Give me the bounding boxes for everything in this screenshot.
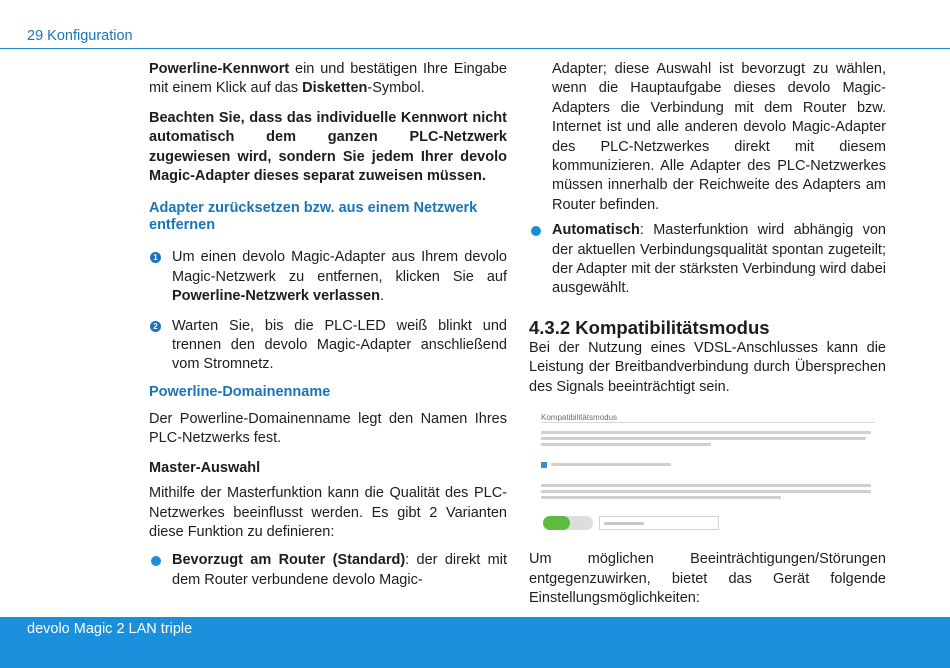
heading-reset-adapter: Adapter zurücksetzen bzw. aus einem Netzwerk entfernen xyxy=(149,200,478,234)
paragraph-password-note: Beachten Sie, dass das individuelle Kennwort nicht automatisch dem ganzen PLC-Netzwerk zugewiesen wird, sondern Sie jedem Ihrer devolo Magic-Adapter dieses separat zuweisen müssen. xyxy=(149,109,507,185)
bullet-dot-icon xyxy=(151,556,161,566)
step-number-badge: 1 xyxy=(150,252,161,263)
screenshot-title: Kompatibilitätsmodus xyxy=(541,413,618,423)
compatibility-mode-screenshot xyxy=(535,406,875,536)
bold-term: Powerline-Netzwerk verlassen xyxy=(172,288,380,305)
screenshot-text-line xyxy=(541,437,866,440)
screenshot-select-value xyxy=(604,522,644,525)
heading-domain-name: Powerline-Domainenname xyxy=(149,383,331,400)
text-run: . xyxy=(379,288,384,305)
screenshot-checkbox-icon xyxy=(541,462,547,468)
right-column xyxy=(529,60,886,608)
text-run: : Masterfunktion wird abhängig von der aktuellen Verbindungsqualität spontan zugeteilt; der Adapter mit der stärksten Verbindung wird dabei ausgewählt. xyxy=(552,222,886,297)
paragraph-vdsl: Bei der Nutzung eines VDSL-Anschlusses kann die Leistung der Breitbandverbindung durch Übersprechen des Signals beeinträchtigt sein. xyxy=(529,339,886,395)
text-run: Warten Sie, bis die PLC-LED weiß blinkt und trennen den devolo Magic-Adapter anschließend vom Stromnetz. xyxy=(172,317,507,373)
screenshot-text-line xyxy=(541,490,871,493)
paragraph-master-function: Mithilfe der Masterfunktion kann die Qualität des PLC-Netzwerkes beeinflusst werden. Es gibt 2 Varianten diese Funktion zu definieren: xyxy=(149,485,507,540)
bold-term: Disketten xyxy=(302,80,368,97)
text-run: : der direkt mit dem Router verbundene devolo Magic- xyxy=(172,552,507,588)
screenshot-text-line xyxy=(541,431,871,434)
step-wait-led xyxy=(149,317,507,375)
heading-master-selection: Master-Auswahl xyxy=(149,459,261,476)
screenshot-text-line xyxy=(541,496,781,499)
header-divider xyxy=(0,48,950,49)
screenshot-toggle xyxy=(543,516,593,530)
screenshot-toggle-on xyxy=(543,516,570,530)
bold-term: Automatisch xyxy=(552,222,640,239)
bullet-preferred-router xyxy=(149,551,507,590)
paragraph-settings-intro: Um möglichen Beeinträchtigungen/Störungen entgegenzuwirken, bietet das Gerät folgende Einstellungsmöglichkeiten: xyxy=(529,551,886,606)
page-number-chapter: 29 Konfiguration xyxy=(27,28,133,44)
bullet-automatic xyxy=(529,221,886,299)
paragraph-router-continued: Adapter; diese Auswahl ist bevorzugt zu wählen, wenn die Hauptaufgabe dieses devolo Magic-Adapters die Verbindung mit dem Router bzw. Internet ist und alle anderen devolo Magic-Adapter des PLC-Netzwerkes direkt mit diesem kommunizieren. Alle Adapter des PLC-Netzwerkes müssen innerhalb der Reichweite des Adapters am Router befinden. xyxy=(552,61,886,213)
screenshot-text-line xyxy=(541,484,871,487)
screenshot-checkbox-label xyxy=(551,463,671,466)
text-run: Um einen devolo Magic-Adapter aus Ihrem devolo Magic-Netzwerk zu entfernen, klicken Sie auf xyxy=(172,249,507,285)
page-footer xyxy=(0,617,950,668)
section-heading-compatibility: 4.3.2 Kompatibilitätsmodus xyxy=(529,316,770,338)
step-remove-adapter xyxy=(149,248,507,306)
screenshot-divider xyxy=(541,422,875,423)
bullet-dot-icon xyxy=(531,226,541,236)
text-run: ein und bestätigen Ihre Eingabe mit einem Klick auf das xyxy=(149,61,507,97)
paragraph-domain-name: Der Powerline-Domainenname legt den Namen Ihres PLC-Netzwerks fest. xyxy=(149,410,507,447)
bold-term: Bevorzugt am Router (Standard) xyxy=(172,552,406,569)
product-name: devolo Magic 2 LAN triple xyxy=(27,621,193,637)
paragraph-password-confirm xyxy=(149,60,507,99)
step-number-badge: 2 xyxy=(150,321,161,332)
text-run: -Symbol. xyxy=(367,80,425,97)
screenshot-select xyxy=(599,516,719,530)
screenshot-text-line xyxy=(541,443,711,446)
page-header xyxy=(0,26,950,50)
left-column xyxy=(149,60,507,590)
bold-term: Powerline-Kennwort xyxy=(149,61,290,77)
